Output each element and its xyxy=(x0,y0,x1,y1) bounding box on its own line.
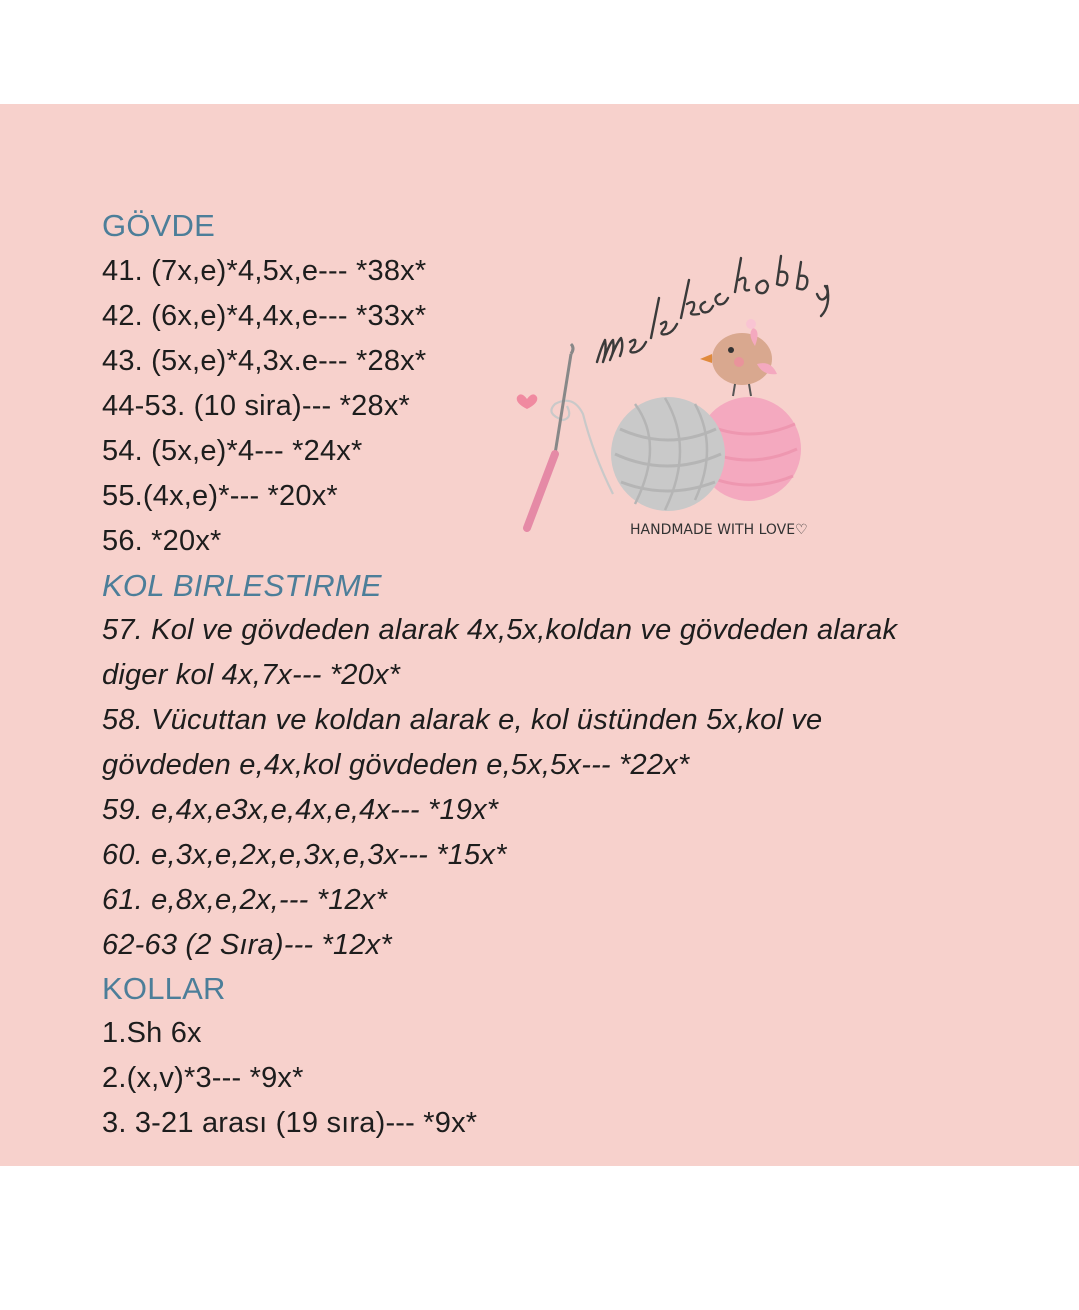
grey-yarn-ball-icon xyxy=(611,397,725,511)
pattern-line: gövdeden e,4x,kol gövdeden e,5x,5x--- *22x* xyxy=(102,749,690,781)
brand-script xyxy=(597,256,828,362)
pattern-line: 57. Kol ve gövdeden alarak 4x,5x,koldan ve gövdeden alarak xyxy=(102,614,898,646)
pattern-line: 43. (5x,e)*4,3x.e--- *28x* xyxy=(102,345,427,377)
pattern-line: 42. (6x,e)*4,4x,e--- *33x* xyxy=(102,300,427,332)
section-title-kollar: KOLLAR xyxy=(102,971,226,1006)
pattern-line: 3. 3-21 arası (19 sıra)--- *9x* xyxy=(102,1107,478,1139)
logo-tagline: HANDMADE WITH LOVE♡ xyxy=(630,522,808,538)
pattern-line: 44-53. (10 sira)--- *28x* xyxy=(102,390,410,422)
pattern-line: diger kol 4x,7x--- *20x* xyxy=(102,659,401,691)
melekcehobby-logo xyxy=(505,254,845,554)
pattern-line: 55.(4x,e)*--- *20x* xyxy=(102,480,338,512)
pattern-line: 41. (7x,e)*4,5x,e--- *38x* xyxy=(102,255,427,287)
section-title-kol-birlestirme: KOL BIRLESTIRME xyxy=(102,568,382,603)
pattern-line: 2.(x,v)*3--- *9x* xyxy=(102,1062,304,1094)
pattern-line: 1.Sh 6x xyxy=(102,1017,202,1049)
pattern-line: 54. (5x,e)*4--- *24x* xyxy=(102,435,363,467)
heart-icon xyxy=(517,394,538,409)
pattern-line: 61. e,8x,e,2x,--- *12x* xyxy=(102,884,388,916)
crochet-hook-icon xyxy=(527,344,573,528)
pattern-line: 59. e,4x,e3x,e,4x,e,4x--- *19x* xyxy=(102,794,499,826)
pattern-line: 56. *20x* xyxy=(102,525,222,557)
pattern-line: 62-63 (2 Sıra)--- *12x* xyxy=(102,929,392,961)
pattern-line: 60. e,3x,e,2x,e,3x,e,3x--- *15x* xyxy=(102,839,507,871)
section-title-govde: GÖVDE xyxy=(102,208,215,243)
bird-icon xyxy=(700,319,777,396)
pattern-line: 58. Vücuttan ve koldan alarak e, kol üstünden 5x,kol ve xyxy=(102,704,823,736)
